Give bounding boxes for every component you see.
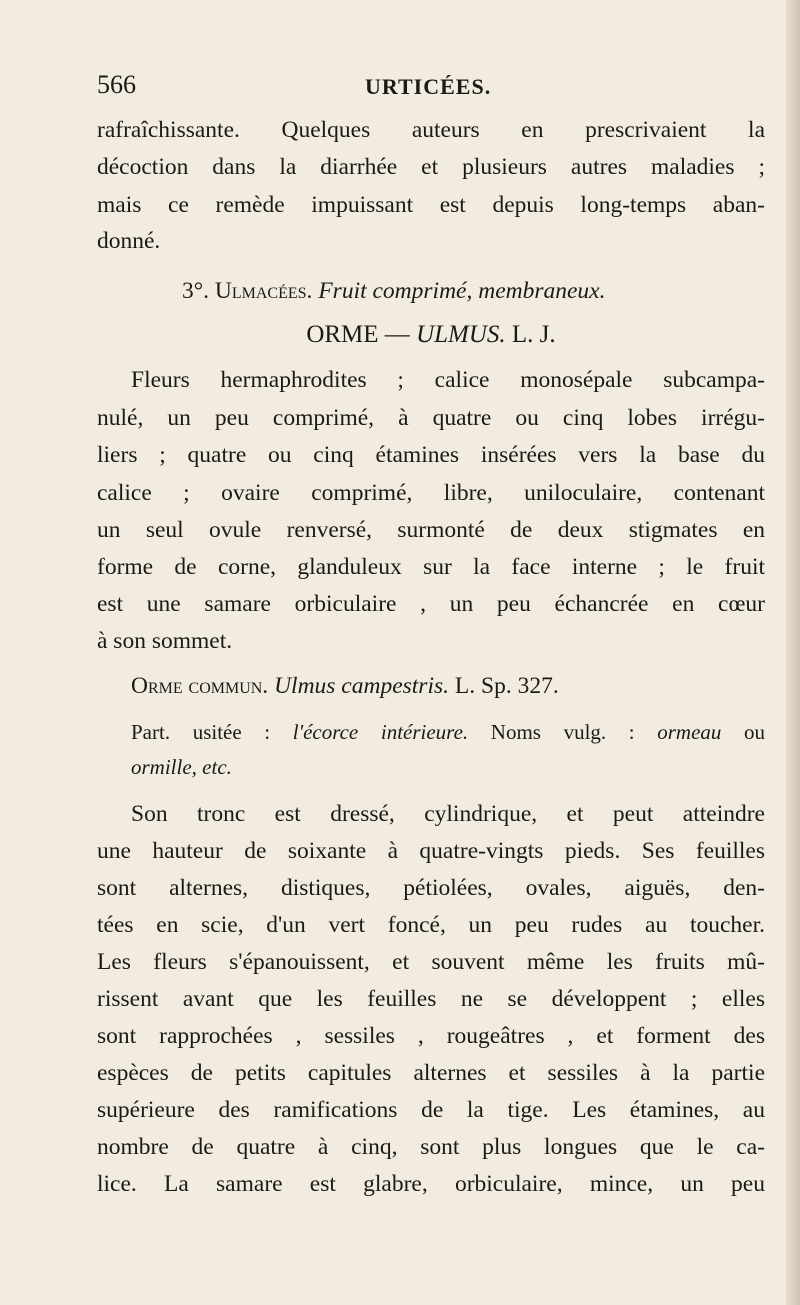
text-line: sont alternes, distiques, pétiolées, ovales, aiguës, den- <box>97 875 765 901</box>
text-line: un seul ovule renversé, surmonté de deux stigmates en <box>97 517 765 543</box>
text-line: espèces de petits capitules alternes et sessiles à la partie <box>97 1060 765 1086</box>
text-line: Fleurs hermaphrodites ; calice monosépale subcampa- <box>131 367 765 393</box>
text-line: rissent avant que les feuilles ne se développent ; elles <box>97 986 765 1012</box>
text-line: supérieure des ramifications de la tige. Les étamines, au <box>97 1097 765 1123</box>
text-line: liers ; quatre ou cinq étamines insérées vers la base du <box>97 442 765 468</box>
page-number: 566 <box>97 70 136 99</box>
usage-part: l'écorce intérieure. <box>292 720 469 744</box>
section-description: Fruit comprimé, membraneux. <box>318 278 606 304</box>
genus-authority: L. J. <box>511 321 556 348</box>
text-line: mais ce remède impuissant est depuis long-temps aban- <box>97 192 765 218</box>
usage-line-2 <box>131 752 232 782</box>
text-line: nombre de quatre à cinq, sont plus longues que le ca- <box>97 1134 765 1160</box>
genus-heading <box>97 320 765 350</box>
usage-line <box>131 717 765 747</box>
vernacular-label: Noms vulg. : <box>490 720 635 744</box>
genus-name: ORME — <box>306 321 410 348</box>
vernacular-name: ormeau <box>657 720 722 744</box>
text-line: rafraîchissante. Quelques auteurs en prescrivaient la <box>97 117 765 143</box>
text-line: forme de corne, glanduleux sur la face interne ; le fruit <box>97 554 765 580</box>
section-number: 3°. <box>182 278 210 304</box>
usage-label: Part. usitée : <box>131 720 271 744</box>
text-line: une hauteur de soixante à quatre-vingts pieds. Ses feuilles <box>97 838 765 864</box>
section-heading <box>182 276 605 306</box>
text-line: à son sommet. <box>97 628 233 654</box>
text-line: décoction dans la diarrhée et plusieurs autres maladies ; <box>97 154 765 180</box>
text-line: lice. La samare est glabre, orbiculaire, mince, un peu <box>97 1171 765 1197</box>
running-title: URTICÉES. <box>365 74 492 99</box>
text-line: Les fleurs s'épanouissent, et souvent même les fruits mû- <box>97 949 765 975</box>
species-heading <box>131 671 559 701</box>
conjunction: ou <box>744 720 766 744</box>
genus-latin: ULMUS. <box>416 321 506 348</box>
section-name: Ulmacées. <box>214 278 313 304</box>
text-line: donné. <box>97 228 161 254</box>
text-line: Son tronc est dressé, cylindrique, et peut atteindre <box>131 801 765 827</box>
text-line: sont rapprochées , sessiles , rougeâtres , et forment des <box>97 1023 765 1049</box>
text-line: tées en scie, d'un vert foncé, un peu rudes au toucher. <box>97 912 765 938</box>
vernacular-name: ormille, etc. <box>131 755 232 779</box>
species-latin: Ulmus campestris. <box>274 673 450 699</box>
text-line: nulé, un peu comprimé, à quatre ou cinq lobes irrégu- <box>97 405 765 431</box>
species-reference: L. Sp. 327. <box>454 673 559 699</box>
text-line: calice ; ovaire comprimé, libre, uniloculaire, contenant <box>97 480 765 506</box>
page-edge <box>786 0 800 1305</box>
species-name: Orme commun. <box>131 673 269 699</box>
text-line: est une samare orbiculaire , un peu échancrée en cœur <box>97 591 765 617</box>
